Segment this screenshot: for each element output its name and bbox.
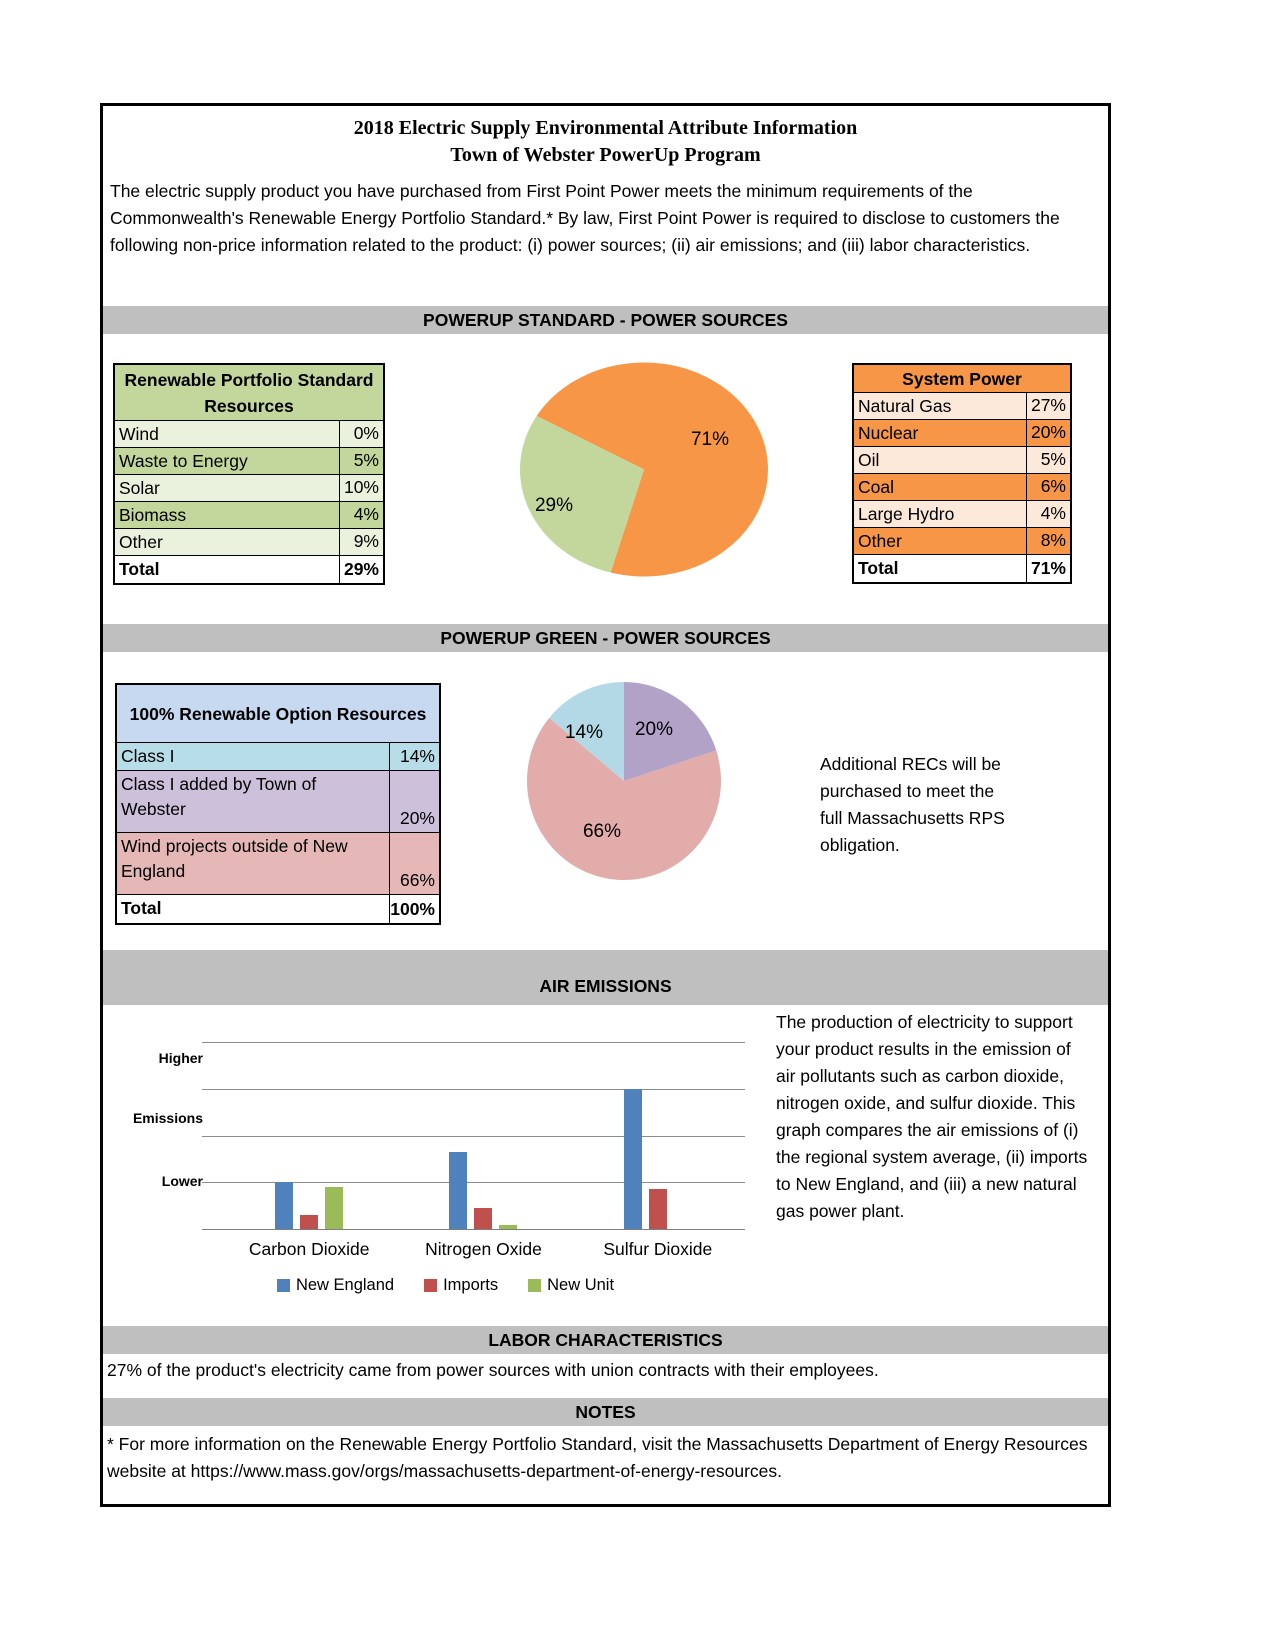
table-row [854,474,1070,501]
pie-slice-label: 71% [690,429,730,450]
powerup-standard-pie-chart [518,361,770,578]
section-header-powerup-green: POWERUP GREEN - POWER SOURCES [103,624,1108,652]
bar-new-england [449,1152,467,1229]
powerup-green-pie-chart [526,681,722,881]
row-value: 9% [339,529,383,555]
section-header-notes: NOTES [103,1398,1108,1426]
category-labels [202,1239,745,1260]
pie-slice-label: 14% [564,722,604,743]
table-row [115,421,383,448]
legend-swatch-icon [528,1279,541,1292]
legend-label: Imports [443,1276,499,1294]
table-row [117,743,439,771]
chart-legend [174,1276,717,1295]
row-value: 27% [1026,393,1070,419]
table-row [854,528,1070,555]
legend-item-new-england [277,1276,394,1295]
category-label: Nitrogen Oxide [425,1239,542,1259]
notes-text: * For more information on the Renewable Energy Portfolio Standard, visit the Massachusetts Department of Energy Resources website at https://www.mass.gov/orgs/massachusetts-department-of-energy-resources. [107,1434,1088,1481]
row-value: 4% [1026,501,1070,527]
bar-group-sulfur-dioxide [624,1042,692,1229]
pie-slice-label: 29% [534,495,574,516]
row-label: Biomass [119,505,187,525]
table-total-row [854,555,1070,582]
pie-slice-label: 66% [582,821,622,842]
row-label: Coal [858,477,894,497]
intro-paragraph: The electric supply product you have purchased from First Point Power meets the minimum requirements of the Commonwealth's Renewable Energy Portfolio Standard.* By law, First Point Power is required to disclose to customers the following non-price information related to the product: (i) power sources; (ii) air emissions; and (iii) labor characteristics. [110,181,1060,255]
bar-group-nitrogen-oxide [449,1042,517,1229]
legend-item-imports [424,1276,498,1295]
table-row [115,502,383,529]
table-row [115,448,383,475]
y-axis-label-higher: Higher [158,1050,203,1066]
total-value: 29% [339,556,383,583]
legend-item-new-unit [528,1276,614,1295]
legend-swatch-icon [424,1279,437,1292]
row-value: 6% [1026,474,1070,500]
table-row [117,833,439,895]
document-title-line2: Town of Webster PowerUp Program [450,144,761,166]
row-label: Solar [119,478,160,498]
x-axis-line [202,1229,745,1230]
row-label: Natural Gas [858,396,952,416]
document-title-line1: 2018 Electric Supply Environmental Attribute Information [353,117,858,139]
row-value: 4% [339,502,383,528]
table-row [854,447,1070,474]
row-label: Class I added by Town of Webster [121,774,317,819]
row-label: Wind [119,424,159,444]
row-label: Class I [121,746,175,766]
section-header-powerup-standard: POWERUP STANDARD - POWER SOURCES [103,306,1108,334]
air-emissions-bar-chart [103,1036,803,1306]
row-value: 20% [1026,420,1070,446]
table-row [854,501,1070,528]
row-label: Oil [858,450,880,470]
table-row [854,393,1070,420]
row-label: Large Hydro [858,504,955,524]
table-row [117,771,439,833]
category-label: Sulfur Dioxide [603,1239,713,1259]
row-label: Other [858,531,902,551]
total-label: Total [121,898,162,918]
bar-group-carbon-dioxide [275,1042,343,1229]
table-total-row [117,895,439,923]
category-label: Carbon Dioxide [248,1239,370,1259]
bar-imports [474,1208,492,1229]
y-axis-label-lower: Lower [161,1173,203,1189]
rps-resources-table [113,363,385,585]
labor-characteristics-text: 27% of the product's electricity came from power sources with union contracts with their employees. [107,1360,879,1380]
section-header-air-emissions [103,950,1108,1005]
row-label: Nuclear [858,423,919,443]
total-value: 100% [389,895,439,923]
row-value: 14% [389,743,439,770]
bar-imports [300,1215,318,1229]
bar-new-england [624,1089,642,1229]
pie-chart-svg [526,681,722,881]
row-value: 10% [339,475,383,501]
row-value: 66% [389,833,439,894]
renewable-option-table [115,683,441,925]
bar-groups [202,1042,745,1229]
section-header-labor: LABOR CHARACTERISTICS [103,1326,1108,1354]
system-power-table [852,363,1072,584]
bar-new-unit [499,1225,517,1229]
table-row [115,475,383,502]
legend-swatch-icon [277,1279,290,1292]
row-value: 8% [1026,528,1070,554]
row-label: Other [119,532,163,552]
disclosure-document [100,103,1111,1507]
total-value: 71% [1026,555,1070,582]
pie-chart-svg [518,361,770,578]
air-emissions-title: AIR EMISSIONS [539,976,672,996]
bar-new-unit [325,1187,343,1229]
row-value: 5% [1026,447,1070,473]
row-label: Waste to Energy [119,451,248,471]
bar-imports [649,1189,667,1229]
legend-label: New Unit [547,1276,615,1294]
legend-label: New England [295,1276,395,1294]
row-value: 0% [339,421,383,447]
row-label: Wind projects outside of New England [121,836,348,881]
table-row [115,529,383,556]
system-table-header: System Power [854,365,1070,393]
plot-area [202,1042,745,1229]
renewable-table-header: 100% Renewable Option Resources [117,685,439,743]
bar-new-england [275,1182,293,1229]
row-value: 5% [339,448,383,474]
pie-slice-label: 20% [634,719,674,740]
recs-note: Additional RECs will be purchased to meet the full Massachusetts RPS obligation. [820,754,1005,855]
total-label: Total [858,558,899,578]
table-row [854,420,1070,447]
table-total-row [115,556,383,583]
air-emissions-paragraph: The production of electricity to support your product results in the emission of air pollutants such as carbon dioxide, nitrogen oxide, and sulfur dioxide. This graph compares the air emissions of (i) the regional system average, (ii) imports to New England, and (iii) a new natural gas power plant. [776,1012,1088,1221]
total-label: Total [119,559,160,579]
rps-table-header: Renewable Portfolio Standard Resources [115,365,383,421]
row-value: 20% [389,771,439,832]
y-axis-label-emissions: Emissions [132,1110,203,1126]
